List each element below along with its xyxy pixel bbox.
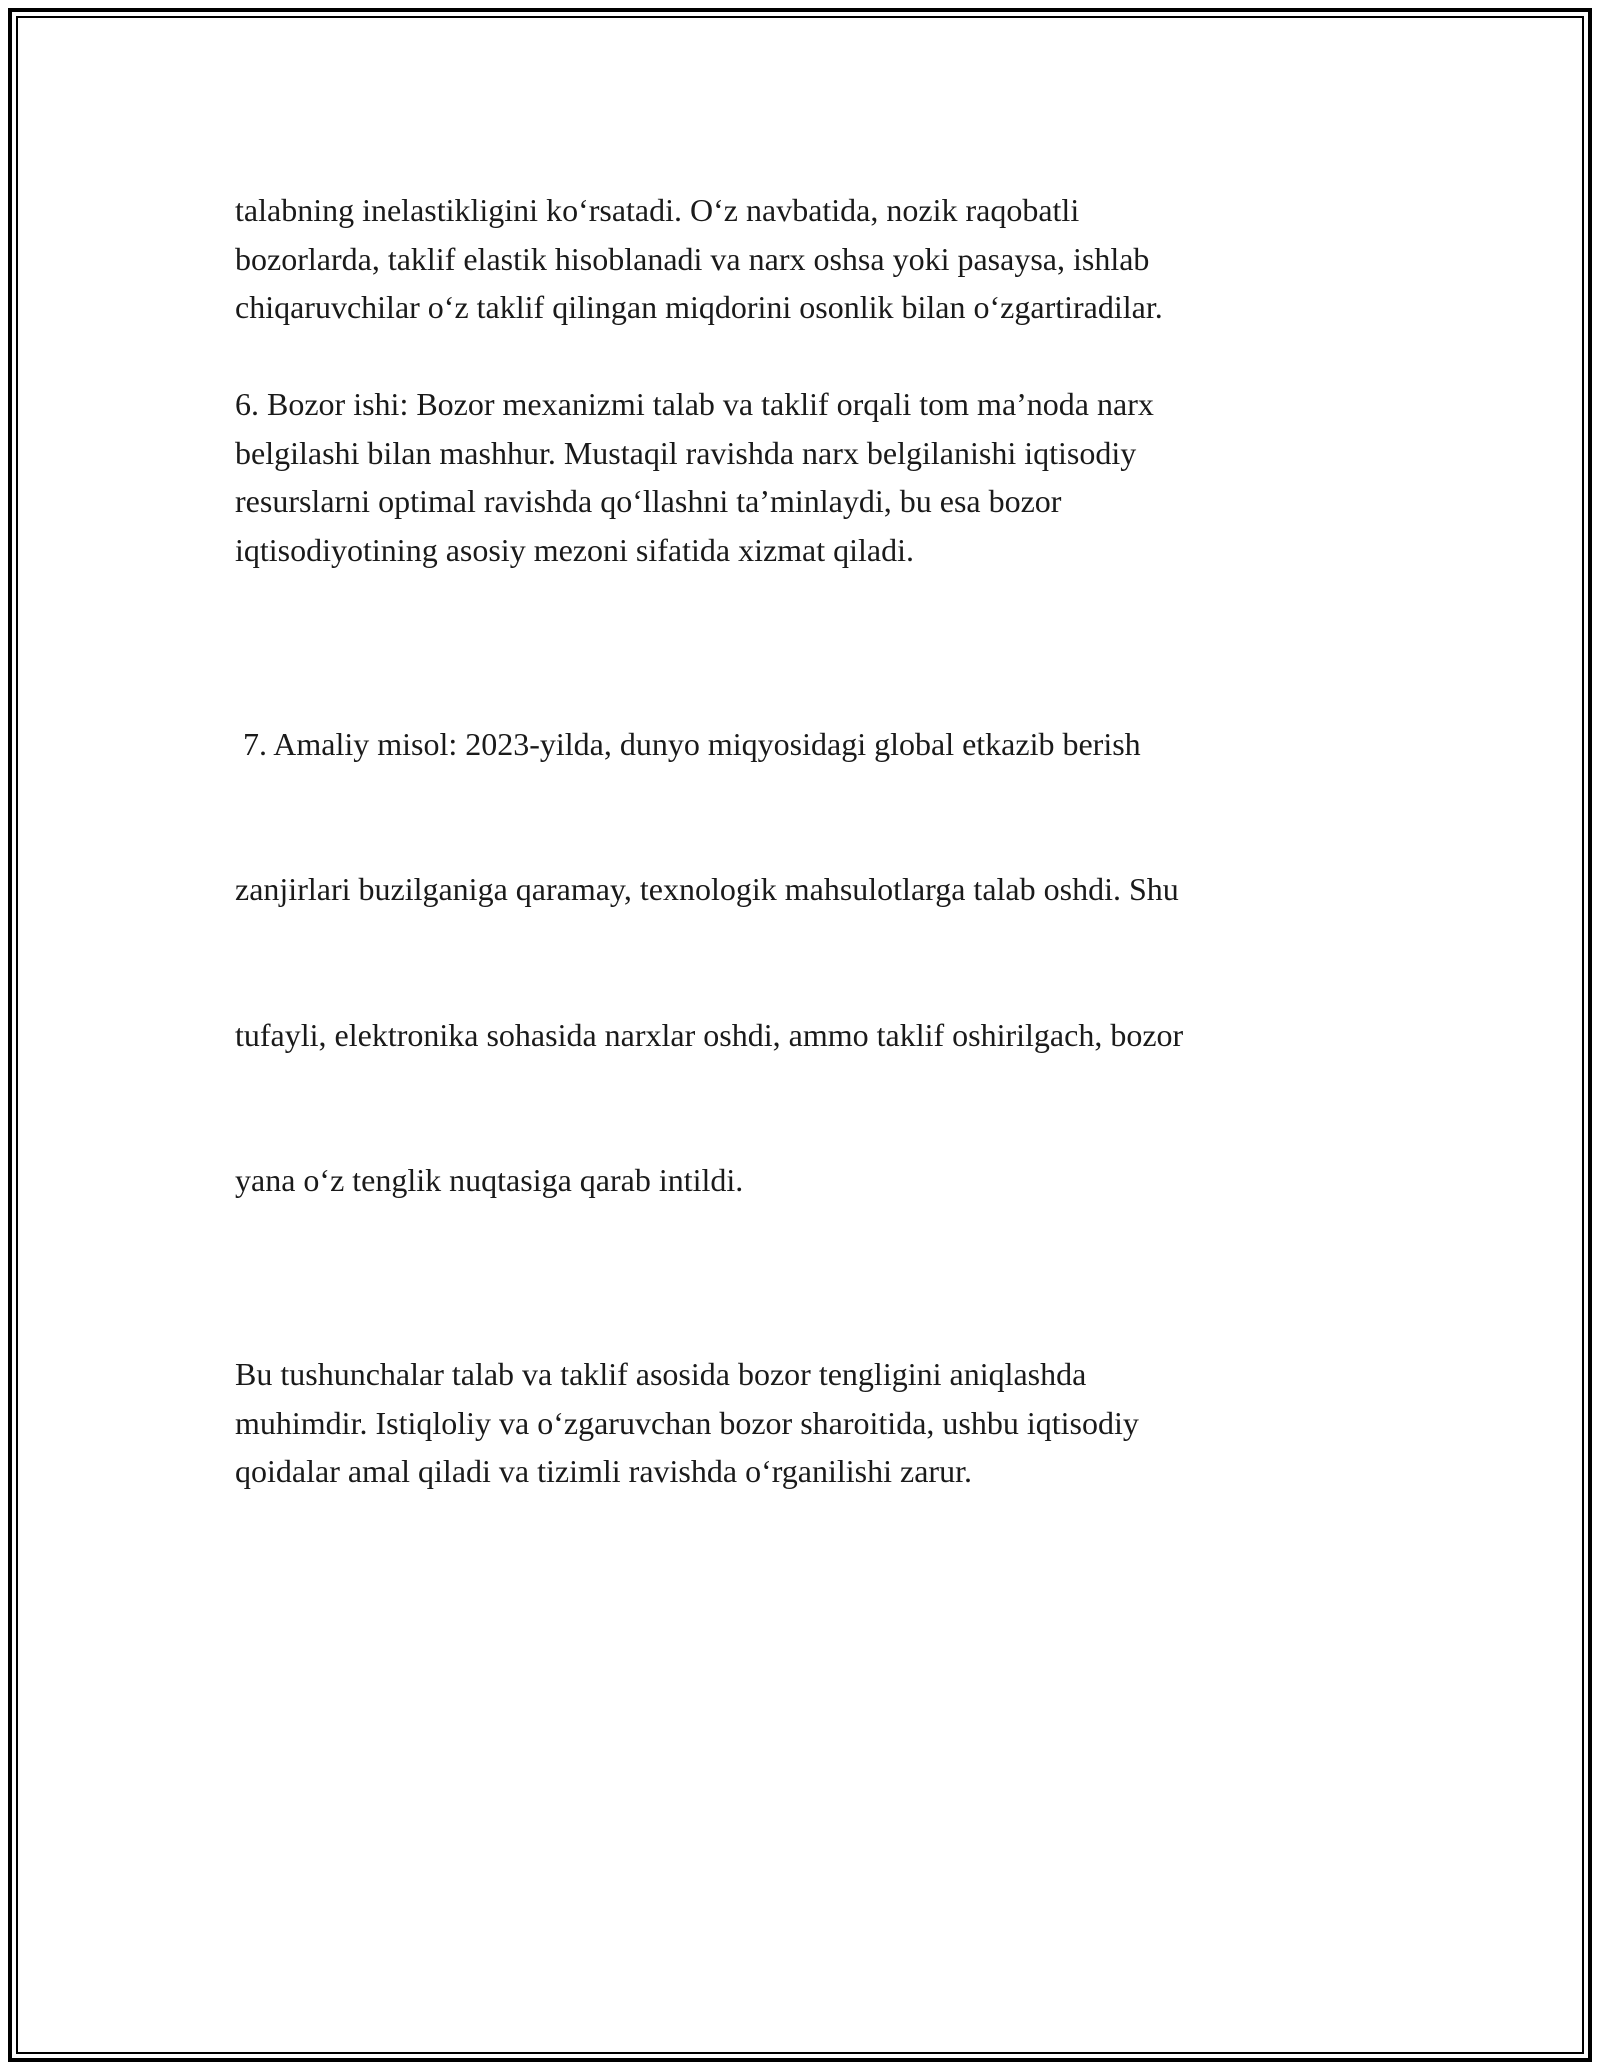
- text-line: zanjirlari buzilganiga qaramay, texnologik mahsulotlarga talab oshdi. Shu: [235, 871, 1179, 907]
- text-line: 7. Amaliy misol: 2023-yilda, dunyo miqyosidagi global etkazib berish: [235, 725, 1141, 762]
- text-line: resurslarni optimal ravishda qoʻllashni ta’minlaydi, bu esa bozor: [235, 483, 1062, 519]
- text-line: Bu tushunchalar talab va taklif asosida bozor tengligini aniqlashda: [235, 1356, 1087, 1392]
- text-line: yana oʻz tenglik nuqtasiga qarab intildi.: [235, 1162, 744, 1198]
- text-line: qoidalar amal qiladi va tizimli ravishda oʻrganilishi zarur.: [235, 1453, 972, 1489]
- text-line: bozorlarda, taklif elastik hisoblanadi va narx oshsa yoki pasaysa, ishlab: [235, 240, 1150, 277]
- text-line: chiqaruvchilar oʻz taklif qilingan miqdorini osonlik bilan oʻzgartiradilar.: [235, 289, 1163, 325]
- text-line: iqtisodiyotining asosiy mezoni sifatida xizmat qiladi.: [235, 531, 915, 568]
- paragraph-conclusion: [235, 1350, 1375, 1496]
- text-line: muhimdir. Istiqloliy va oʻzgaruvchan bozor sharoitida, ushbu iqtisodiy: [235, 1404, 1139, 1441]
- paragraph-market-work: [235, 380, 1375, 574]
- text-line: talabning inelastikligini koʻrsatadi. Oʻz navbatida, nozik raqobatli: [235, 192, 1080, 228]
- paragraph-elasticity: [235, 186, 1375, 332]
- text-line: tufayli, elektronika sohasida narxlar oshdi, ammo taklif oshirilgach, bozor: [235, 1016, 1184, 1053]
- text-line: 6. Bozor ishi: Bozor mexanizmi talab va taklif orqali tom ma’noda narx: [235, 386, 1154, 422]
- document-body: [235, 186, 1375, 1544]
- text-line: belgilashi bilan mashhur. Mustaqil ravishda narx belgilanishi iqtisodiy: [235, 434, 1137, 471]
- paragraph-practical-example: [235, 623, 1375, 1302]
